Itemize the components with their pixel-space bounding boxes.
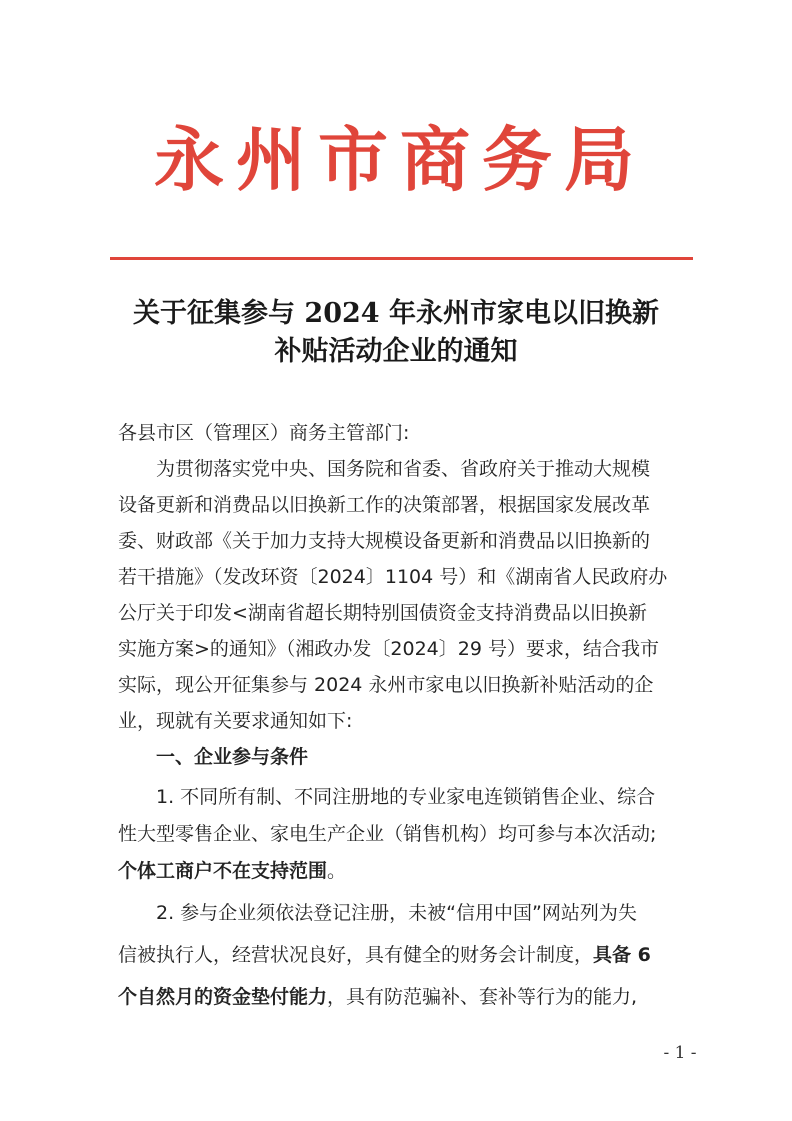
- page-number: - 1 -: [663, 1043, 697, 1063]
- document-title-line-1: 关于征集参与 2024 年永州市家电以旧换新: [133, 298, 659, 329]
- paragraph-text: 信被执行人，经营状况良好，具有健全的财务会计制度，: [118, 944, 594, 966]
- paragraph-line: 2. 参与企业须依法登记注册，未被“信用中国”网站列为失: [156, 902, 637, 924]
- section-heading: 一、企业参与条件: [156, 746, 309, 768]
- paragraph-line: 性大型零售企业、家电生产企业（销售机构）均可参与本次活动;: [118, 823, 657, 845]
- paragraph-line: 公厅关于印发<湖南省超长期特别国债资金支持消费品以旧换新: [118, 602, 647, 624]
- paragraph-line: 实施方案>的通知》（湘政办发〔2024〕29 号）要求，结合我市: [118, 638, 659, 660]
- emphasis-text: 个体工商户不在支持范围: [118, 860, 328, 882]
- document-title: [100, 295, 692, 371]
- org-header-title: 永州市商务局: [154, 118, 646, 201]
- paragraph-line: [118, 939, 651, 971]
- paragraph-text: ，具有防范骗补、套补等行为的能力,: [327, 986, 638, 1008]
- paragraph-line: 业，现就有关要求通知如下:: [118, 710, 353, 732]
- paragraph-text: 。: [327, 860, 347, 882]
- red-divider-line: [110, 257, 693, 260]
- paragraph-line: 为贯彻落实党中央、国务院和省委、省政府关于推动大规模: [156, 458, 651, 480]
- emphasis-text: 个自然月的资金垫付能力: [118, 986, 328, 1008]
- paragraph-line: 若干措施》（发改环资〔2024〕1104 号）和《湖南省人民政府办: [118, 566, 668, 588]
- paragraph-line: 委、财政部《关于加力支持大规模设备更新和消费品以旧换新的: [118, 530, 651, 552]
- paragraph-line: [118, 981, 637, 1013]
- paragraph-line: [118, 855, 346, 887]
- paragraph-line: 1. 不同所有制、不同注册地的专业家电连锁销售企业、综合: [156, 786, 656, 808]
- salutation: 各县市区（管理区）商务主管部门:: [118, 422, 410, 444]
- paragraph-line: 设备更新和消费品以旧换新工作的决策部署，根据国家发展改革: [118, 494, 651, 516]
- emphasis-text: 具备 6: [593, 944, 651, 966]
- document-title-line-2: 补贴活动企业的通知: [274, 336, 518, 367]
- paragraph-line: 实际，现公开征集参与 2024 永州市家电以旧换新补贴活动的企: [118, 674, 654, 696]
